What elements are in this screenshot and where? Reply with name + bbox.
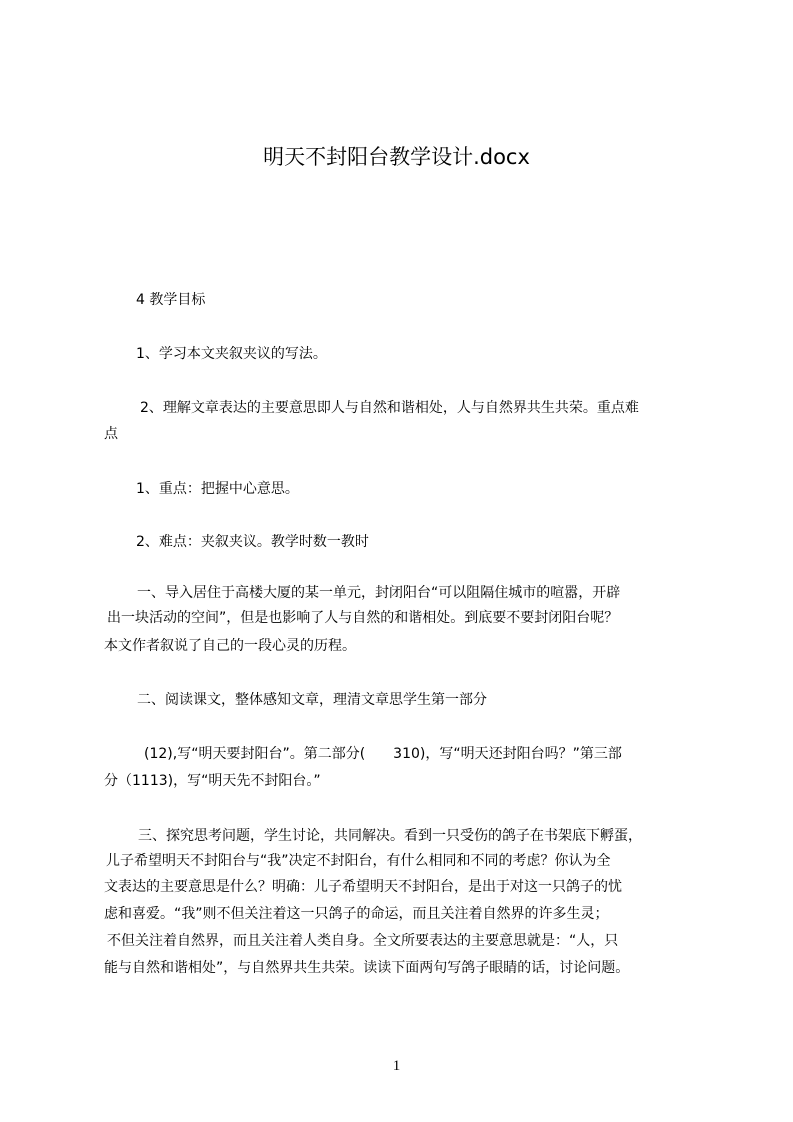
- paragraph-line: 分（1113)，写“明天先不封阳台。”: [104, 773, 321, 789]
- paragraph-line: (12),写“明天要封阳台”。第二部分( 310)，写“明天还封阳台吗？”第三部: [144, 746, 622, 762]
- paragraph-line: 不但关注着自然界，而且关注着人类自身。全文所要表达的主要意思就是：“人，只: [107, 933, 619, 949]
- paragraph-line: 儿子希望明天不封阳台与“我”决定不封阳台，有什么相同和不同的考虑？你认为全: [106, 853, 611, 869]
- paragraph-line: 文表达的主要意思是什么？明确：儿子希望明天不封阳台，是出于对这一只鸽子的忧: [104, 879, 622, 895]
- paragraph-line: 本文作者叙说了自己的一段心灵的历程。: [104, 638, 356, 654]
- paragraph-line: 出一块活动的空间”，但是也影响了人与自然的和谐相处。到底要不要封闭阳台呢？: [107, 610, 619, 626]
- paragraph-line: 2、难点：夹叙夹议。教学时数一教时: [136, 534, 369, 550]
- paragraph-line: 4 教学目标: [136, 292, 206, 308]
- paragraph-line: 2、理解文章表达的主要意思即人与自然和谐相处，人与自然界共生共荣。重点难: [140, 400, 639, 416]
- paragraph-line: 一、导入居住于高楼大厦的某一单元，封闭阳台“可以阻隔住城市的喧嚣，开辟: [137, 585, 621, 601]
- paragraph-line: 三、探究思考问题，学生讨论，共同解决。看到一只受伤的鸽子在书架底下孵蛋，: [138, 828, 642, 844]
- paragraph-line: 点: [104, 426, 118, 442]
- page-number: 1: [392, 1058, 401, 1074]
- paragraph-line: 能与自然和谐相处”，与自然界共生共荣。读读下面两句写鸽子眼睛的话，讨论问题。: [104, 960, 630, 976]
- paragraph-line: 1、学习本文夹叙夹议的写法。: [136, 346, 327, 362]
- paragraph-line: 1、重点：把握中心意思。: [136, 481, 299, 497]
- paragraph-line: 虑和喜爱。“我”则不但关注着这一只鸽子的命运，而且关注着自然界的许多生灵；: [104, 906, 609, 922]
- document-title: 明天不封阳台教学设计.docx: [263, 145, 530, 169]
- paragraph-line: 二、阅读课文，整体感知文章，理清文章思学生第一部分: [137, 692, 487, 708]
